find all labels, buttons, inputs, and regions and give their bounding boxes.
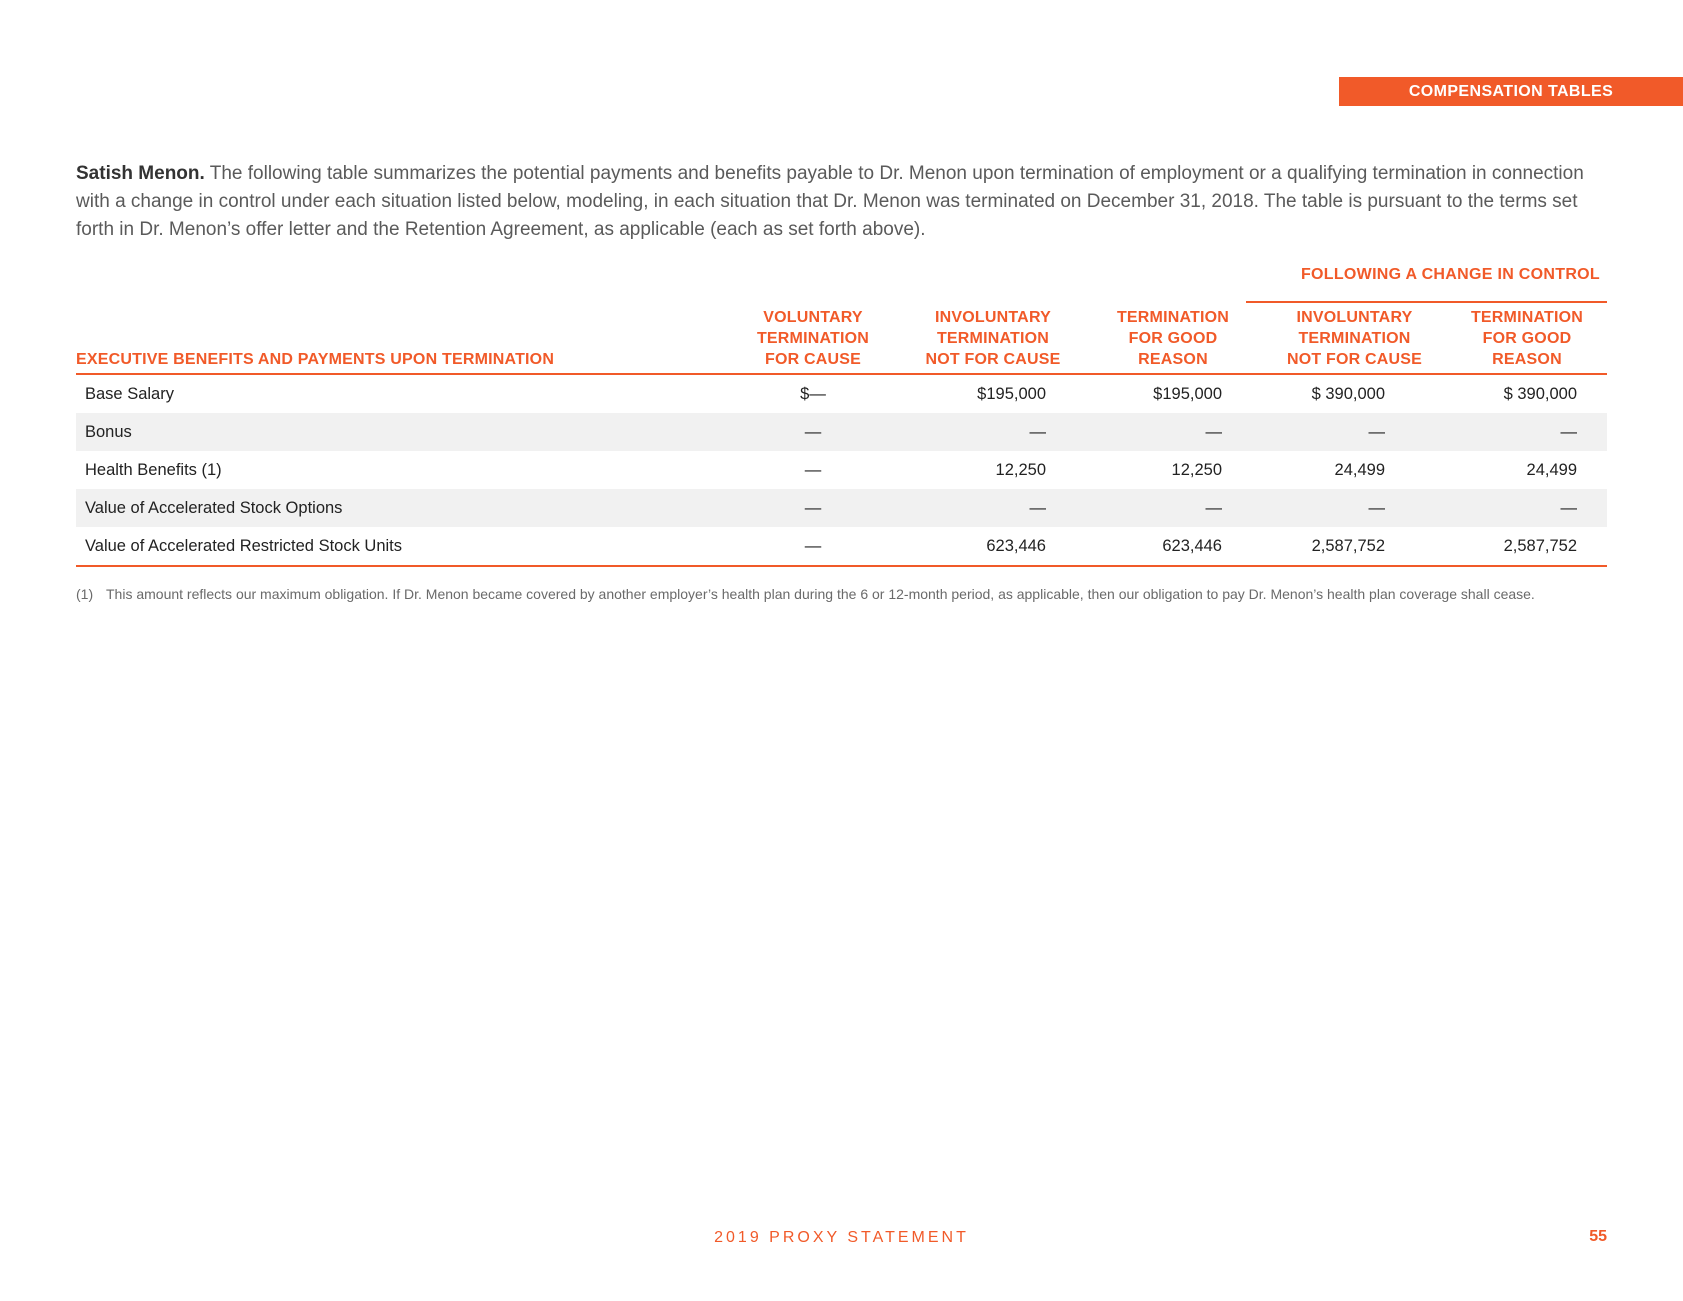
- row-label: Base Salary: [85, 384, 174, 403]
- change-in-control-group-header: [76, 258, 1607, 303]
- row-label: Value of Accelerated Restricted Stock Units: [85, 536, 403, 555]
- cell-value: —: [1560, 422, 1577, 441]
- footnote-text: This amount reflects our maximum obligation. If Dr. Menon became covered by another employer’s health plan during the 6 or 12-month period, as applicable, then our obligation to pay Dr. Menon’s health plan coverage shall cease.: [106, 586, 1535, 602]
- cell-value: 623,446: [986, 536, 1046, 555]
- row-label: Health Benefits (1): [85, 460, 222, 479]
- page-number: 55: [1589, 1228, 1607, 1245]
- header-termination-for-good-reason: TERMINATION FOR GOOD REASON: [1116, 309, 1230, 368]
- cell-value: —: [1029, 498, 1046, 517]
- cell-value: —: [804, 536, 822, 555]
- footer-title: 2019 PROXY STATEMENT: [714, 1229, 969, 1246]
- cell-value: —: [804, 498, 822, 517]
- cell-value: 24,499: [1526, 460, 1577, 479]
- cell-value: $ 390,000: [1503, 384, 1577, 403]
- cell-value: $ 390,000: [1311, 384, 1385, 403]
- cell-value: —: [1205, 498, 1222, 517]
- cell-value: 24,499: [1334, 460, 1385, 479]
- cell-value: 12,250: [1171, 460, 1222, 479]
- table-row-health-benefits: [76, 451, 1607, 489]
- section-banner: COMPENSATION TABLES: [1339, 77, 1683, 106]
- table-row-bonus: [76, 413, 1607, 451]
- header-voluntary-termination-for-cause: VOLUNTARY TERMINATION FOR CAUSE: [756, 309, 870, 368]
- cell-value: 12,250: [995, 460, 1046, 479]
- header-involuntary-termination-not-for-cause: INVOLUNTARY TERMINATION NOT FOR CAUSE: [925, 309, 1061, 368]
- cell-value: —: [804, 460, 822, 479]
- table-row-restricted-stock-units: [76, 527, 1607, 567]
- header-cic-involuntary-termination-not-for-cause: INVOLUNTARY TERMINATION NOT FOR CAUSE: [1286, 309, 1423, 368]
- table-header-row: [76, 303, 1607, 375]
- table-row-base-salary: [76, 375, 1607, 413]
- footnote-marker: (1): [76, 586, 94, 602]
- intro-paragraph: [76, 160, 1606, 244]
- cell-value: —: [1560, 498, 1577, 517]
- cell-value: $195,000: [977, 384, 1046, 403]
- intro-lead: Satish Menon.: [76, 163, 205, 184]
- cell-value: 2,587,752: [1503, 536, 1577, 555]
- cell-value: 2,587,752: [1311, 536, 1385, 555]
- cell-value: —: [804, 422, 822, 441]
- cell-value: —: [1205, 422, 1222, 441]
- row-label: Bonus: [85, 422, 132, 441]
- header-cic-termination-for-good-reason: TERMINATION FOR GOOD REASON: [1470, 309, 1584, 368]
- termination-benefits-table: [76, 258, 1607, 567]
- row-label: Value of Accelerated Stock Options: [85, 498, 343, 517]
- cell-value: —: [1368, 422, 1385, 441]
- footnote: [76, 584, 1606, 604]
- cell-value: —: [1368, 498, 1385, 517]
- group-rule: [1246, 301, 1607, 303]
- table-row-stock-options: [76, 489, 1607, 527]
- cell-value: $195,000: [1153, 384, 1222, 403]
- intro-text: The following table summarizes the potential payments and benefits payable to Dr. Menon upon termination of employment or a qualifying termination in connection with a change in control under each situation listed below, modeling, in each situation that Dr. Menon was terminated on December 31, 2018. The table is pursuant to the terms set forth in Dr. Menon’s offer letter and the Retention Agreement, as applicable (each as set forth above).: [76, 163, 1584, 240]
- change-in-control-label: FOLLOWING A CHANGE IN CONTROL: [1300, 266, 1600, 283]
- cell-value: 623,446: [1162, 536, 1222, 555]
- cell-value: —: [1029, 422, 1046, 441]
- cell-value: $—: [800, 384, 826, 403]
- header-benefits-payments: EXECUTIVE BENEFITS AND PAYMENTS UPON TERMINATION: [76, 351, 555, 368]
